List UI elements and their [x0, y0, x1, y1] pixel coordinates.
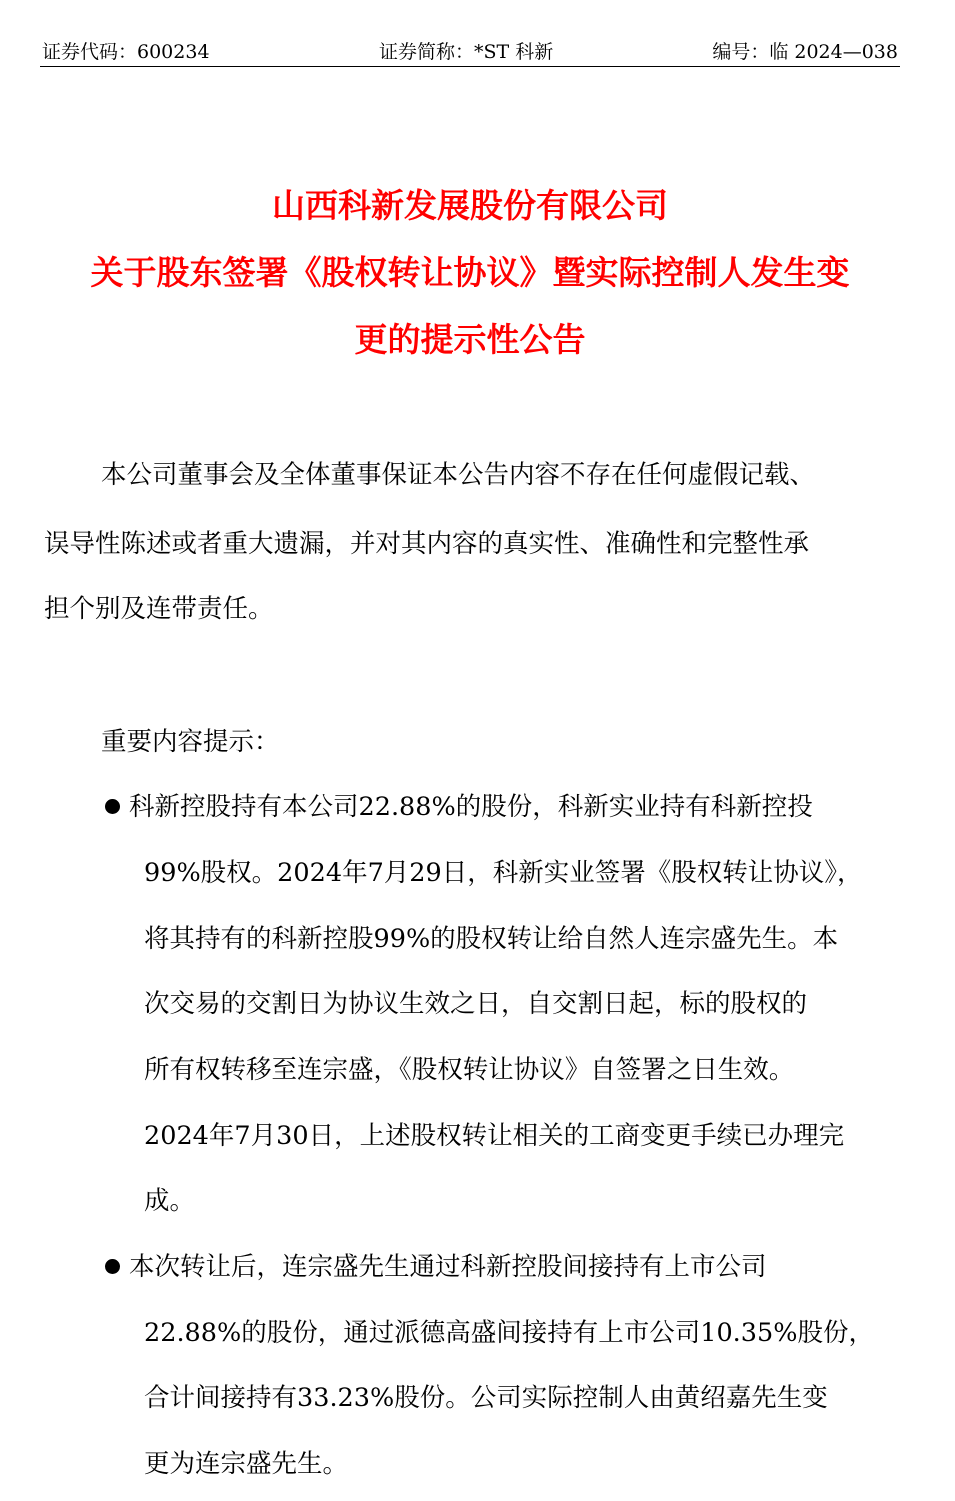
bullet-2-line1: 本次转让后，连宗盛先生通过科新控股间接持有上市公司: [129, 1252, 767, 1282]
bullet-2-line2: 22.88%的股份，通过派德高盛间接持有上市公司10.35%股份，: [144, 1318, 874, 1348]
bullet-2-line3: 合计间接持有33.23%股份。公司实际控制人由黄绍嘉先生变: [144, 1383, 828, 1413]
board-statement-line1: 本公司董事会及全体董事保证本公告内容不存在任何虚假记载、: [101, 460, 816, 490]
document-header: [40, 36, 900, 67]
bullet-1-dot: [105, 799, 120, 814]
bullet-1-line2: 99%股权。2024年7月29日，科新实业签署《股权转让协议》，: [144, 858, 863, 888]
stock-code: 证券代码：600234: [42, 41, 210, 63]
key-points-heading: 重要内容提示：: [101, 727, 280, 757]
title-company: 山西科新发展股份有限公司: [272, 186, 668, 225]
stock-abbreviation: 证券简称：*ST 科新: [379, 41, 554, 63]
title-subject-line1: 关于股东签署《股权转让协议》暨实际控制人发生变: [90, 253, 850, 292]
board-statement-line3: 担个别及连带责任。: [44, 594, 274, 624]
title-subject-line2: 更的提示性公告: [354, 320, 586, 359]
bullet-1-line3: 将其持有的科新控股99%的股权转让给自然人连宗盛先生。本: [144, 924, 839, 954]
bullet-1-line7: 成。: [144, 1186, 196, 1216]
bullet-1-line1: 科新控股持有本公司22.88%的股份，科新实业持有科新控投: [129, 792, 813, 822]
bullet-2-line4: 更为连宗盛先生。: [144, 1449, 349, 1479]
announcement-number: 编号：临 2024—038: [712, 41, 898, 63]
bullet-1-line5: 所有权转移至连宗盛，《股权转让协议》自签署之日生效。: [144, 1055, 795, 1085]
bullet-1-line6: 2024年7月30日，上述股权转让相关的工商变更手续已办理完: [144, 1121, 845, 1151]
board-statement-line2: 误导性陈述或者重大遗漏，并对其内容的真实性、准确性和完整性承: [44, 529, 810, 559]
bullet-2-dot: [105, 1259, 120, 1274]
bullet-1-line4: 次交易的交割日为协议生效之日，自交割日起，标的股权的: [144, 989, 808, 1019]
